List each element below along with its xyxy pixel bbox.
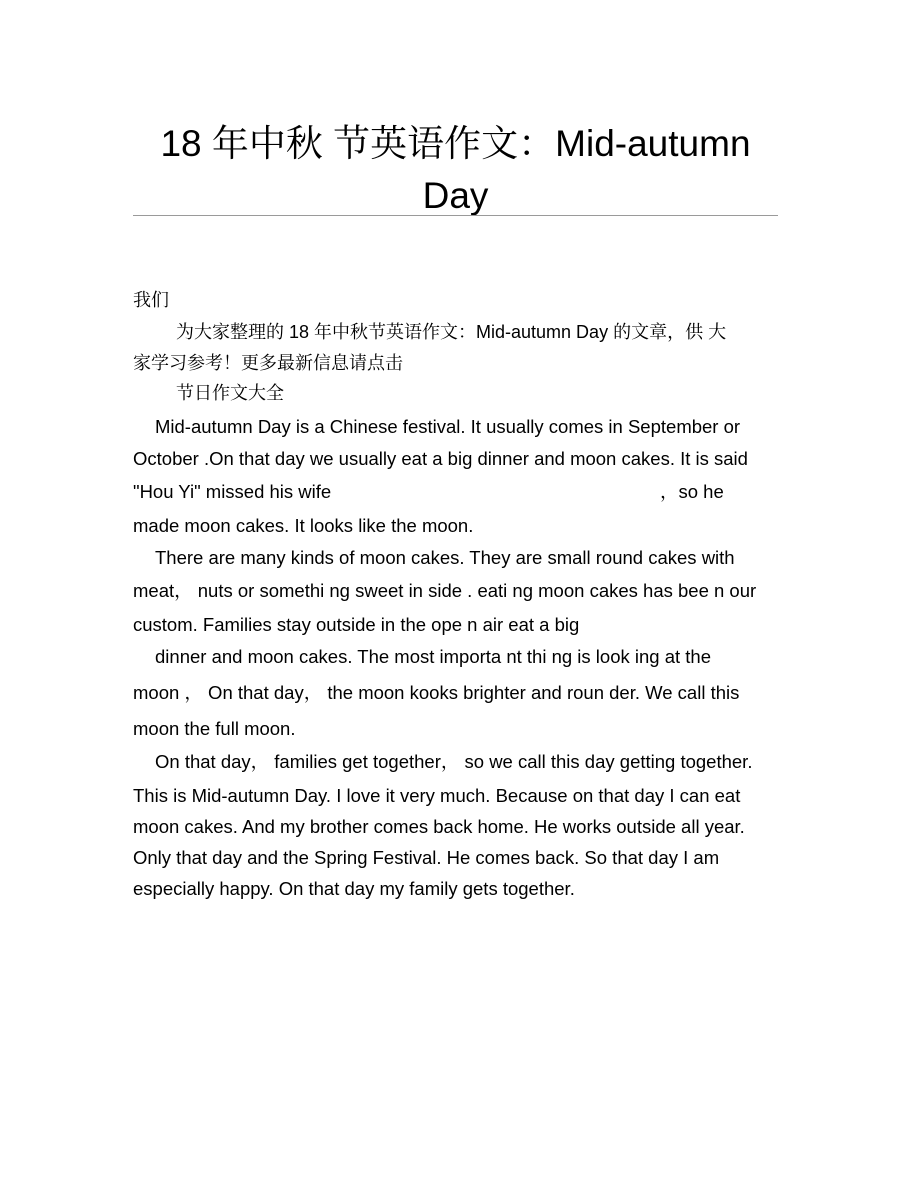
intro-line: 家学习参考！更多最新信息请点击 bbox=[133, 353, 403, 373]
paragraph-line: This is Mid-autumn Day. I love it very much. Because on that day I can eat bbox=[133, 785, 741, 806]
title-divider bbox=[133, 215, 778, 216]
title-line-2: Day bbox=[422, 175, 489, 216]
paragraph-line: especially happy. On that day my family gets together. bbox=[133, 878, 575, 899]
paragraph-line: There are many kinds of moon cakes. They are small round cakes with bbox=[155, 547, 735, 568]
intro-line: 节日作文大全 bbox=[176, 383, 284, 403]
paragraph-line: Mid-autumn Day is a Chinese festival. It usually comes in September or bbox=[155, 416, 741, 437]
paragraph-line: moon cakes. And my brother comes back home. He works outside all year. bbox=[133, 816, 745, 837]
paragraph-line: dinner and moon cakes. The most importa nt thi ng is look ing at the bbox=[155, 646, 711, 667]
paragraph-line: made moon cakes. It looks like the moon. bbox=[133, 515, 474, 536]
document-title bbox=[133, 118, 778, 222]
paragraph-line: moon ， On that day， the moon kooks brighter and roun der. We call this bbox=[133, 682, 740, 703]
paragraph-line: ，so he bbox=[660, 481, 724, 502]
intro-line: 为大家整理的 18 年中秋节英语作文：Mid-autumn Day 的文章，供 大 bbox=[176, 322, 727, 342]
title-line-1: 18 年中秋 节英语作文：Mid-autumn bbox=[160, 123, 751, 164]
paragraph-line: Only that day and the Spring Festival. He comes back. So that day I am bbox=[133, 847, 720, 868]
paragraph-line: On that day， families get together， so we call this day getting together. bbox=[155, 751, 753, 772]
paragraph-line: October .On that day we usually eat a big dinner and moon cakes. It is said bbox=[133, 448, 748, 469]
paragraph-line: moon the full moon. bbox=[133, 718, 296, 739]
paragraph-line: custom. Families stay outside in the ope n air eat a big bbox=[133, 614, 580, 635]
paragraph-line: "Hou Yi" missed his wife bbox=[133, 481, 332, 502]
paragraph-line: meat， nuts or somethi ng sweet in side . eati ng moon cakes has bee n our bbox=[133, 580, 757, 601]
intro-line: 我们 bbox=[133, 290, 169, 310]
